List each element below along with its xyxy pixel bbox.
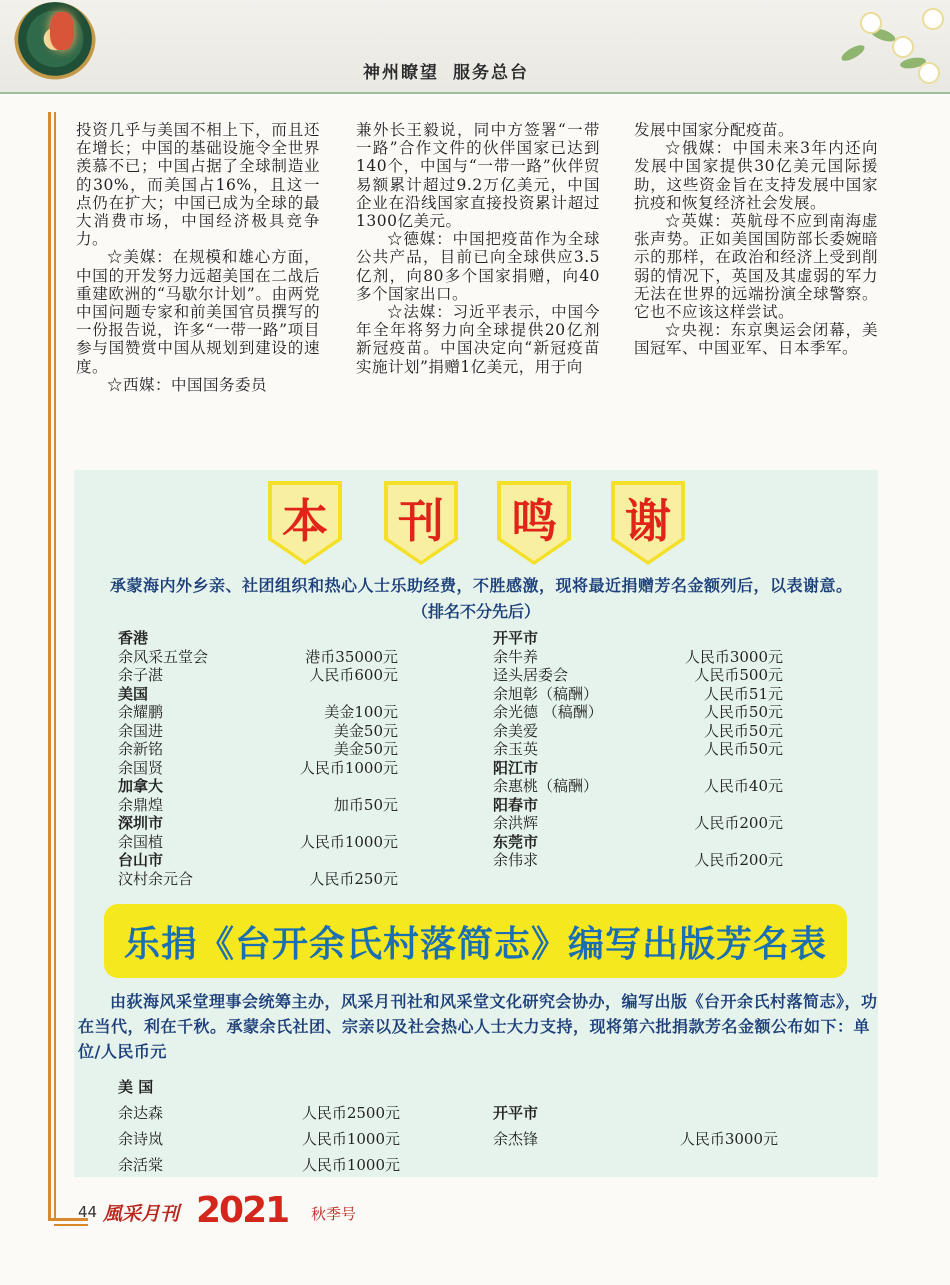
article-column-2 [356,121,600,376]
donor-row: 余达森 人民币2500元 [118,1104,400,1122]
donor-region: 阳江市 [493,758,539,777]
article-paragraph: ☆法媒：习近平表示，中国今年全年将努力向全球提供20亿剂新冠疫苗。中国决定向“新冠疫苗实施计划”捐赠1亿美元，用于向 [356,303,600,376]
issue-year: 2021 [196,1190,289,1231]
page-header [0,0,950,94]
donor-row: 汶村余元合 人民币250元 [118,869,398,888]
donor-row: 余旭彰（稿酬） 人民币51元 [493,684,783,703]
donor-row: 余伟求 人民币200元 [493,851,783,869]
donor-row: 余美爱 人民币50元 [493,721,783,740]
section-title [363,58,529,83]
donor-list-left [118,629,398,888]
thanks-title-char-4: 谢 [611,481,685,565]
donor-row: 余国贤 人民币1000元 [118,758,398,777]
donor-row: 迳头居委会 人民币500元 [493,666,783,684]
book-banner-title: 乐捐《台开余氏村落简志》编写出版芳名表 [123,924,827,965]
page-number: 44 [78,1203,98,1221]
donor-row: 余风采五堂会 港币35000元 [118,647,398,666]
donor-row: 余新铭 美金50元 [118,740,398,758]
donor-region: 深圳市 [118,814,164,832]
lantern-ornament-icon [14,2,96,84]
article-paragraph: 投资几乎与美国不相上下，而且还在增长；中国的基础设施令全世界羡慕不已；中国占据了全球制造业的30%，而美国占16%，且这一点仍在扩大；中国已成为全球的最大消费市场，中国经济极具竞争力。 [76,121,320,249]
thanks-title-char-3: 鸣 [497,481,571,565]
donor-row: 余国进 美金50元 [118,721,398,740]
book-donor-list-left [118,1074,400,1178]
donor-row: 余子湛 人民币600元 [118,666,398,684]
donor-row: 余洪辉 人民币200元 [493,814,783,832]
left-border-line-inner [54,112,56,1218]
donor-row: 余惠桃（稿酬） 人民币40元 [493,777,783,795]
donor-region: 加拿大 [118,777,164,795]
article-paragraph: ☆西媒：中国国务委员 [107,375,268,394]
flower-ornament-icon [830,0,950,90]
donor-list-right [493,629,783,870]
article-paragraph: ☆央视：东京奥运会闭幕，美国冠军、中国亚军、日本季军。 [634,321,878,358]
section-title-left: 神州瞭望 [363,63,439,83]
donor-region: 东莞市 [493,832,539,851]
donor-region: 香港 [118,629,149,647]
bottom-border-line-inner [54,1224,88,1226]
article-paragraph: 发展中国家分配疫苗。 [634,121,795,139]
donor-region: 开平市 [493,629,539,647]
left-border-line [48,112,51,1218]
article-paragraph: ☆德媒：中国把疫苗作为全球公共产品，目前已向全球供应3.5亿剂，向80多个国家捐赠，向40多个国家出口。 [356,230,600,303]
article-paragraph: 兼外长王毅说，同中方签署“一带一路”合作文件的伙伴国家已达到140个，中国与“一带一路”伙伴贸易额累计超过9.2万亿美元，中国企业在沿线国家直接投资累计超过1300亿美元。 [356,121,600,231]
magazine-name: 風采月刊 [103,1203,180,1225]
donor-region: 阳春市 [493,795,539,814]
article-paragraph: ☆英媒：英航母不应到南海虚张声势。正如美国国防部长委婉暗示的那样，在政治和经济上受到削弱的情况下，英国及其虚弱的军力无法在世界的远端扮演全球警察。它也不应该这样尝试。 [634,212,878,322]
article-paragraph: ☆美媒：在规模和雄心方面，中国的开发努力远超美国在二战后重建欧洲的“马歇尔计划”。由两党中国问题专家和前美国官员撰写的一份报告说，许多“一带一路”项目参与国赞赏中国从规划到建设的速度。 [76,248,320,376]
issue-season: 秋季号 [311,1205,357,1223]
donor-region: 台山市 [118,851,164,869]
thanks-intro-text: 承蒙海内外乡亲、社团组织和热心人士乐助经费，不胜感激，现将最近捐赠芳名金额列后，以表谢意。 [110,576,853,595]
article-column-3 [634,121,878,358]
donor-region: 开平市 [493,1104,539,1122]
donor-region: 美国 [118,684,149,703]
thanks-intro [78,573,878,598]
thanks-title-char-2: 刊 [384,481,458,565]
thanks-title-char-1: 本 [268,481,342,565]
donor-row: 余诗岚 人民币1000元 [118,1130,400,1148]
donor-region: 美 国 [118,1078,154,1096]
donor-row: 余活棠 人民币1000元 [118,1156,400,1174]
section-title-right: 服务总台 [453,63,529,83]
donor-row: 余光德 （稿酬） 人民币50元 [493,703,783,721]
book-intro [78,989,878,1064]
book-intro-text: 由荻海风采堂理事会统筹主办，风采月刊社和风采堂文化研究会协办，编写出版《台开余氏村落简志》，功在当代，利在千秋。承蒙余氏社团、宗亲以及社会热心人士大力支持，现将第六批捐款芳名金额公布如下：单位/人民币元 [78,992,878,1061]
book-donor-list-right [493,1100,778,1152]
donor-row: 余牛养 人民币3000元 [493,647,783,666]
donor-row: 余国植 人民币1000元 [118,832,398,851]
donor-row: 余鼎煌 加币50元 [118,795,398,814]
article-paragraph: ☆俄媒：中国未来3年内还向发展中国家提供30亿美元国际援助，这些资金旨在支持发展中国家抗疫和恢复经济社会发展。 [634,139,878,212]
donor-row: 余杰锋 人民币3000元 [493,1130,778,1148]
order-note: （排名不分先后） [412,602,541,621]
donor-row: 余玉英 人民币50元 [493,740,783,758]
article-column-1 [76,121,320,394]
donor-row: 余耀鹏 美金100元 [118,703,398,721]
